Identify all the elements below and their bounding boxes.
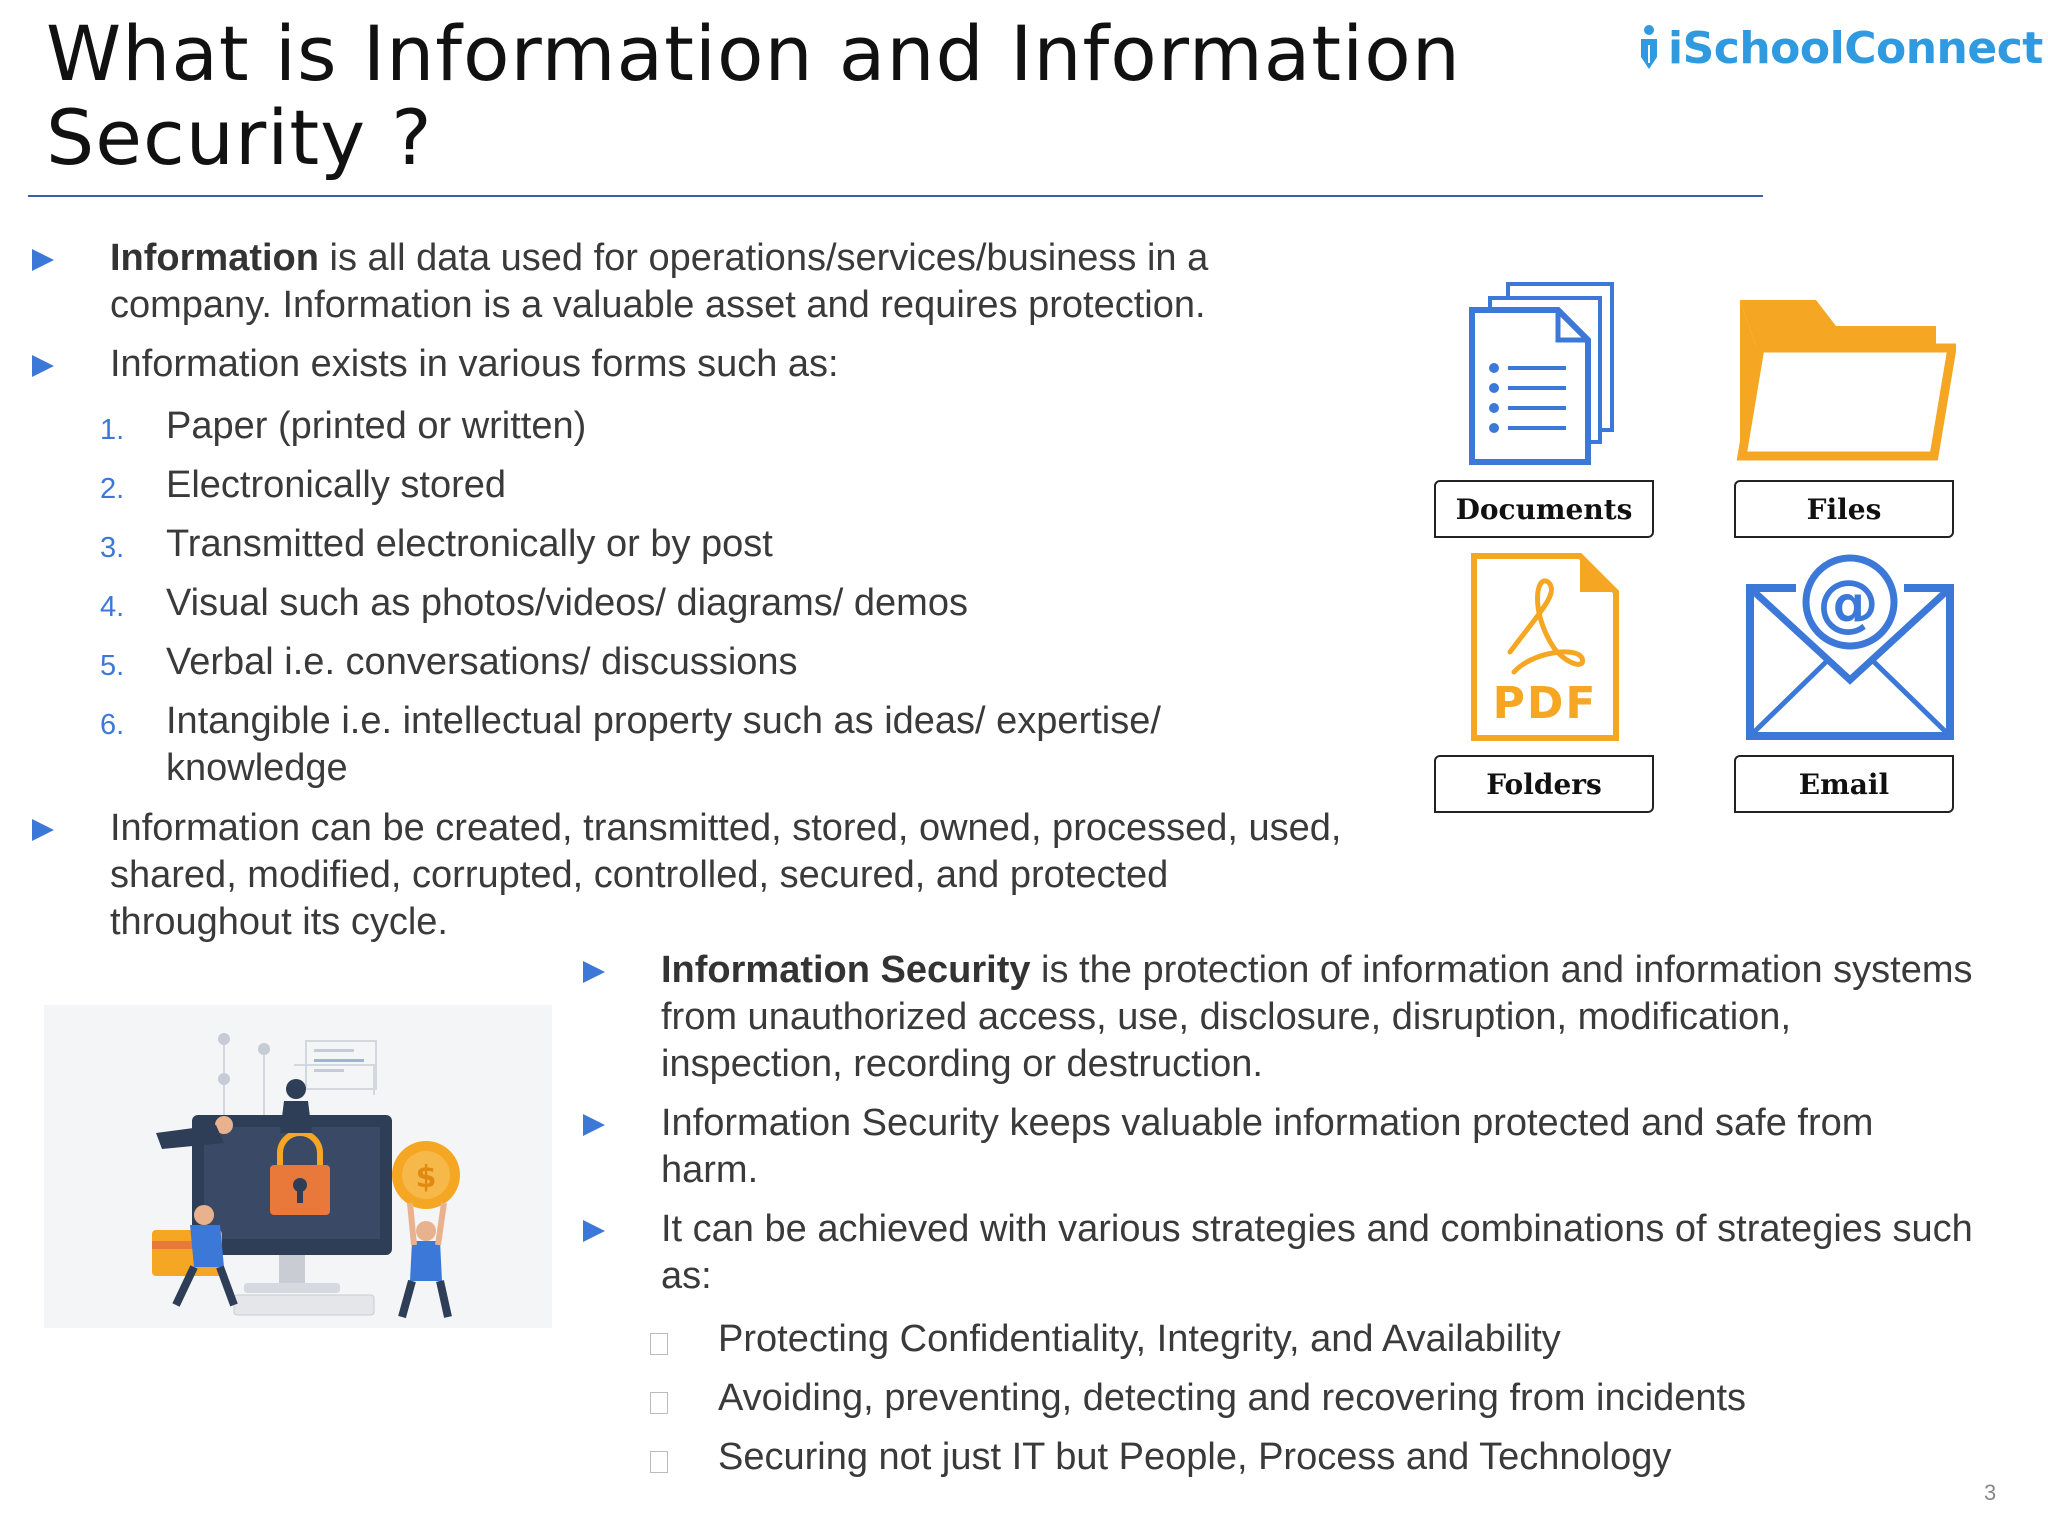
information-forms-list	[100, 403, 1266, 804]
bullet-security-strategies	[661, 1206, 1981, 1300]
item-text: Protecting Confidentiality, Integrity, and Availability	[718, 1318, 1561, 1360]
email-label: Email	[1734, 755, 1954, 813]
lifecycle-bullet-list	[110, 805, 1360, 946]
pen-nib-icon	[1636, 23, 1662, 73]
bullet-information-lifecycle	[110, 805, 1360, 946]
documents-tile	[1468, 280, 1618, 475]
files-label: Files	[1734, 480, 1954, 538]
bullet-information-definition	[110, 235, 1340, 329]
intro-bullet-list	[110, 235, 1340, 400]
bullet-arrow-icon	[583, 1114, 605, 1136]
svg-text:$: $	[415, 1160, 437, 1195]
item-text: Visual such as photos/videos/ diagrams/ demos	[166, 582, 968, 624]
item-text: Transmitted electronically or by post	[166, 523, 773, 565]
list-item	[718, 1375, 1918, 1422]
list-item	[100, 462, 1266, 509]
bullet-arrow-icon	[32, 249, 54, 271]
files-tile	[1736, 296, 1956, 466]
strategies-list	[718, 1316, 1918, 1493]
checkbox-bullet-icon	[650, 1392, 668, 1414]
checkbox-bullet-icon	[650, 1333, 668, 1355]
item-text: Securing not just IT but People, Process and Technology	[718, 1436, 1672, 1478]
bullet-text: Information exists in various forms such as:	[110, 343, 839, 385]
bullet-bold-term: Information Security	[661, 949, 1031, 991]
slide-title: What is Information and Information Security ?	[46, 9, 1461, 182]
pdf-icon	[1470, 552, 1620, 742]
security-bullet-list	[661, 947, 1981, 1312]
item-number: 3.	[100, 532, 125, 564]
checkbox-bullet-icon	[650, 1451, 668, 1473]
email-icon	[1744, 552, 1956, 742]
page-number: 3	[1984, 1480, 1997, 1505]
title-divider	[28, 195, 1763, 197]
item-number: 6.	[100, 709, 125, 741]
item-number: 2.	[100, 473, 125, 505]
bullet-arrow-icon	[32, 355, 54, 377]
pdf-glyph-text: PDF	[1492, 678, 1598, 729]
list-item	[718, 1316, 1918, 1363]
folders-tile	[1470, 552, 1620, 747]
bullet-text: Information Security keeps valuable information protected and safe from harm.	[661, 1102, 1874, 1191]
bullet-arrow-icon	[583, 961, 605, 983]
bullet-security-purpose	[661, 1100, 1981, 1194]
bullet-text: Information can be created, transmitted, stored, owned, processed, used, shared, modified, corrupted, controlled, secured, and protected throughout its cycle.	[110, 807, 1342, 943]
email-tile	[1744, 552, 1956, 747]
security-illustration	[44, 1005, 552, 1328]
list-item	[100, 403, 1266, 450]
bullet-text: is all data used for operations/services/business in a company. Information is a valuable asset and requires protection.	[110, 237, 1209, 326]
documents-icon	[1468, 280, 1618, 470]
svg-text:@: @	[1817, 566, 1879, 639]
bullet-text: is the protection of information and information systems from unauthorized access, use, disclosure, disruption, modification, inspection, recording or destruction.	[661, 949, 1973, 1085]
item-number: 1.	[100, 414, 125, 446]
item-number: 4.	[100, 591, 125, 623]
list-item	[100, 580, 1266, 627]
bullet-arrow-icon	[32, 819, 54, 841]
list-item	[100, 698, 1236, 792]
list-item	[718, 1434, 1918, 1481]
list-item	[100, 521, 1266, 568]
folder-icon	[1736, 296, 1956, 461]
list-item	[100, 639, 1266, 686]
folders-label: Folders	[1434, 755, 1654, 813]
bullet-security-definition	[661, 947, 1981, 1088]
brand-logo	[1636, 18, 2043, 78]
item-text: Intangible i.e. intellectual property such as ideas/ expertise/ knowledge	[166, 700, 1161, 789]
bullet-arrow-icon	[583, 1220, 605, 1242]
documents-label: Documents	[1434, 480, 1654, 538]
item-text: Avoiding, preventing, detecting and recovering from incidents	[718, 1377, 1747, 1419]
bullet-bold-term: Information	[110, 237, 319, 279]
item-text: Verbal i.e. conversations/ discussions	[166, 641, 798, 683]
item-number: 5.	[100, 650, 125, 682]
bullet-information-forms	[110, 341, 1340, 388]
bullet-text: It can be achieved with various strategies and combinations of strategies such as:	[661, 1208, 1973, 1297]
item-text: Paper (printed or written)	[166, 405, 587, 447]
brand-name: iSchoolConnect	[1668, 22, 2043, 74]
cyber-security-illustration	[44, 1005, 552, 1328]
item-text: Electronically stored	[166, 464, 507, 506]
